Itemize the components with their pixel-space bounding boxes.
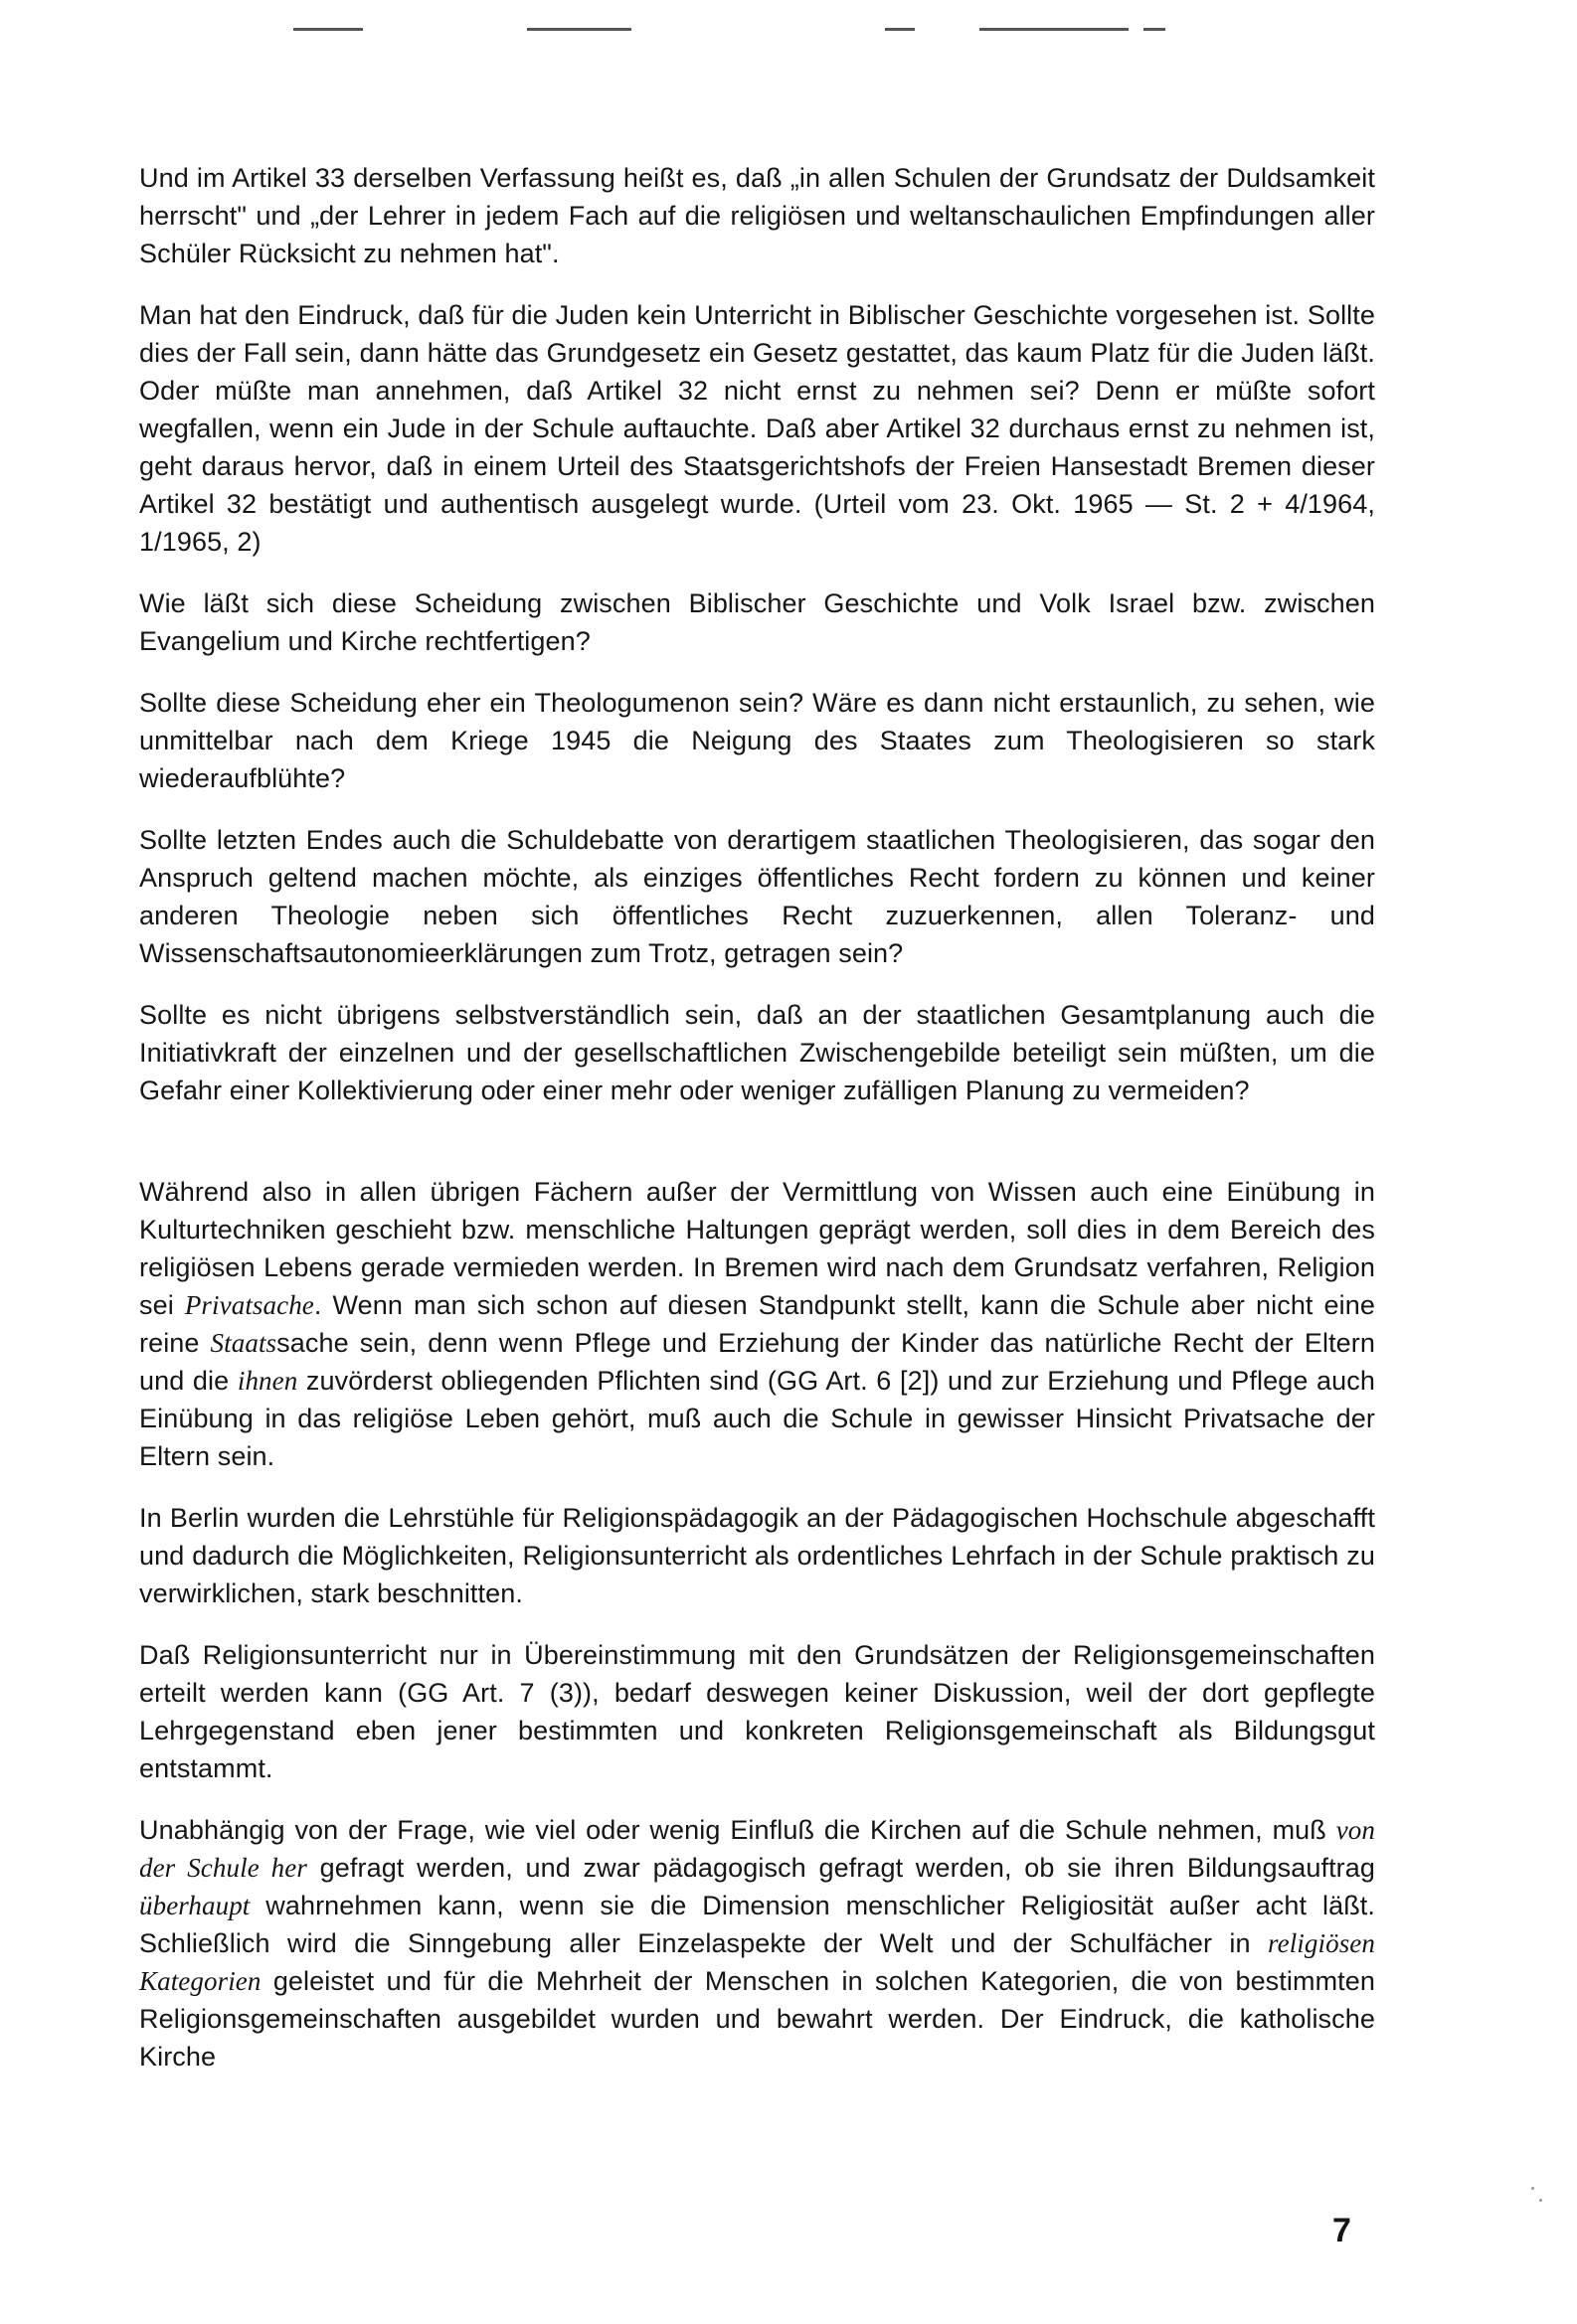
scan-speck <box>1539 2199 1542 2202</box>
italic-run: religiösen Kategorien <box>139 1928 1375 1996</box>
paragraph: Sollte letzten Endes auch die Schuldebatte von derartigem staatlichen Theologisieren, das sogar den Anspruch geltend machen möchte, als einziges öffentliches Recht fordern zu können und keiner anderen Theologie neben sich öffentliches Recht zuzuerkennen, allen Toleranz- und Wissenschaftsautonomieerklärungen zum Trotz, getragen sein? <box>139 825 1375 968</box>
paragraph: Sollte diese Scheidung eher ein Theologumenon sein? Wäre es dann nicht erstaunlich, zu sehen, wie unmittelbar nach dem Kriege 1945 die Neigung des Staates zum Theologisieren so stark wiederaufblühte? <box>139 688 1375 793</box>
italic-run: Privatsache <box>184 1290 314 1320</box>
paragraph: Man hat den Eindruck, daß für die Juden kein Unterricht in Biblischer Geschichte vorgesehen ist. Sollte dies der Fall sein, dann hätte das Grundgesetz ein Gesetz gestattet, das kaum Platz für die Juden läßt. Oder müßte man annehmen, daß Artikel 32 nicht ernst zu nehmen sei? Denn er müßte sofort wegfallen, wenn ein Jude in der Schule auftauchte. Daß aber Artikel 32 durchaus ernst zu nehmen ist, geht daraus hervor, daß in einem Urteil des Staatsgerichtshofs der Freien Hansestadt Bremen dieser Artikel 32 bestätigt und authentisch ausgelegt wurde. (Urteil vom 23. Okt. 1965 — St. 2 + 4/1964, 1/1965, 2) <box>139 300 1375 557</box>
text-run: Unabhängig von der Frage, wie viel oder wenig Einfluß die Kirchen auf die Schule nehmen, muß <box>139 1815 1336 1845</box>
paragraph: Und im Artikel 33 derselben Verfassung heißt es, daß „in allen Schulen der Grundsatz der Duldsamkeit herrscht" und „der Lehrer in jedem Fach auf die religiösen und weltanschaulichen Empfindungen aller Schüler Rücksicht zu nehmen hat". <box>139 163 1375 268</box>
italic-run: überhaupt <box>139 1891 251 1920</box>
text-run: Während also in allen übrigen Fächern außer der Vermittlung von Wissen auch eine Einübung in Kulturtechniken geschieht bzw. menschliche Haltungen geprägt werden, soll dies in dem Bereich des religiösen Lebens gerade vermieden werden. In Bremen wird nach dem Grundsatz verfahren, Religion sei <box>139 1177 1375 1320</box>
scan-speck <box>1531 2187 1534 2190</box>
page-number: 7 <box>1332 2212 1351 2249</box>
italic-run: ihnen <box>237 1366 298 1396</box>
italic-run: Staats <box>210 1328 277 1358</box>
paragraph: Daß Religionsunterricht nur in Übereinstimmung mit den Grundsätzen der Religionsgemeinschaften erteilt werden kann (GG Art. 7 (3)), bedarf deswegen keiner Diskussion, weil der dort gepflegte Lehrgegenstand eben jener bestimmten und konkreten Religionsgemeinschaft als Bildungsgut entstammt. <box>139 1640 1375 1783</box>
text-column <box>139 159 1375 2099</box>
italic-run: von der Schule her <box>139 1815 1375 1883</box>
paragraph <box>139 1173 1375 1475</box>
text-run: gefragt werden, und zwar pädagogisch gefragt werden, ob sie ihren Bildungsauftrag <box>306 1853 1375 1883</box>
text-run: . Wenn man sich schon auf diesen Standpunkt stellt, kann die Schule aber nicht eine reine <box>139 1290 1375 1358</box>
text-run: sache sein, denn wenn Pflege und Erziehung der Kinder das natürliche Recht der Eltern und die <box>139 1328 1376 1396</box>
paragraph: Wie läßt sich diese Scheidung zwischen Biblischer Geschichte und Volk Israel bzw. zwischen Evangelium und Kirche rechtfertigen? <box>139 588 1375 656</box>
text-run: geleistet und für die Mehrheit der Menschen in solchen Kategorien, die von bestimmten Religionsgemeinschaften ausgebildet wurden und bewahrt werden. Der Eindruck, die katholische Kirche <box>139 1966 1375 2072</box>
paragraph: Sollte es nicht übrigens selbstverständlich sein, daß an der staatlichen Gesamtplanung auch die Initiativkraft der einzelnen und der gesellschaftlichen Zwischengebilde beteiligt sein müßten, um die Gefahr einer Kollektivierung oder einer mehr oder weniger zufälligen Planung zu vermeiden? <box>139 1000 1375 1105</box>
paragraph: In Berlin wurden die Lehrstühle für Religionspädagogik an der Pädagogischen Hochschule abgeschafft und dadurch die Möglichkeiten, Religionsunterricht als ordentliches Lehrfach in der Schule praktisch zu verwirklichen, stark beschnitten. <box>139 1503 1375 1608</box>
text-run: zuvörderst obliegenden Pflichten sind (GG Art. 6 [2]) und zur Erziehung und Pflege auch Einübung in das religiöse Leben gehört, muß auch die Schule in gewisser Hinsicht Privatsache der Eltern sein. <box>139 1366 1375 1471</box>
paragraph <box>139 1811 1375 2075</box>
scan-artifacts <box>0 28 1577 38</box>
text-run: wahrnehmen kann, wenn sie die Dimension menschlicher Religiosität außer acht läßt. Schließlich wird die Sinngebung aller Einzelaspekte der Welt und der Schulfächer in <box>139 1891 1375 1958</box>
